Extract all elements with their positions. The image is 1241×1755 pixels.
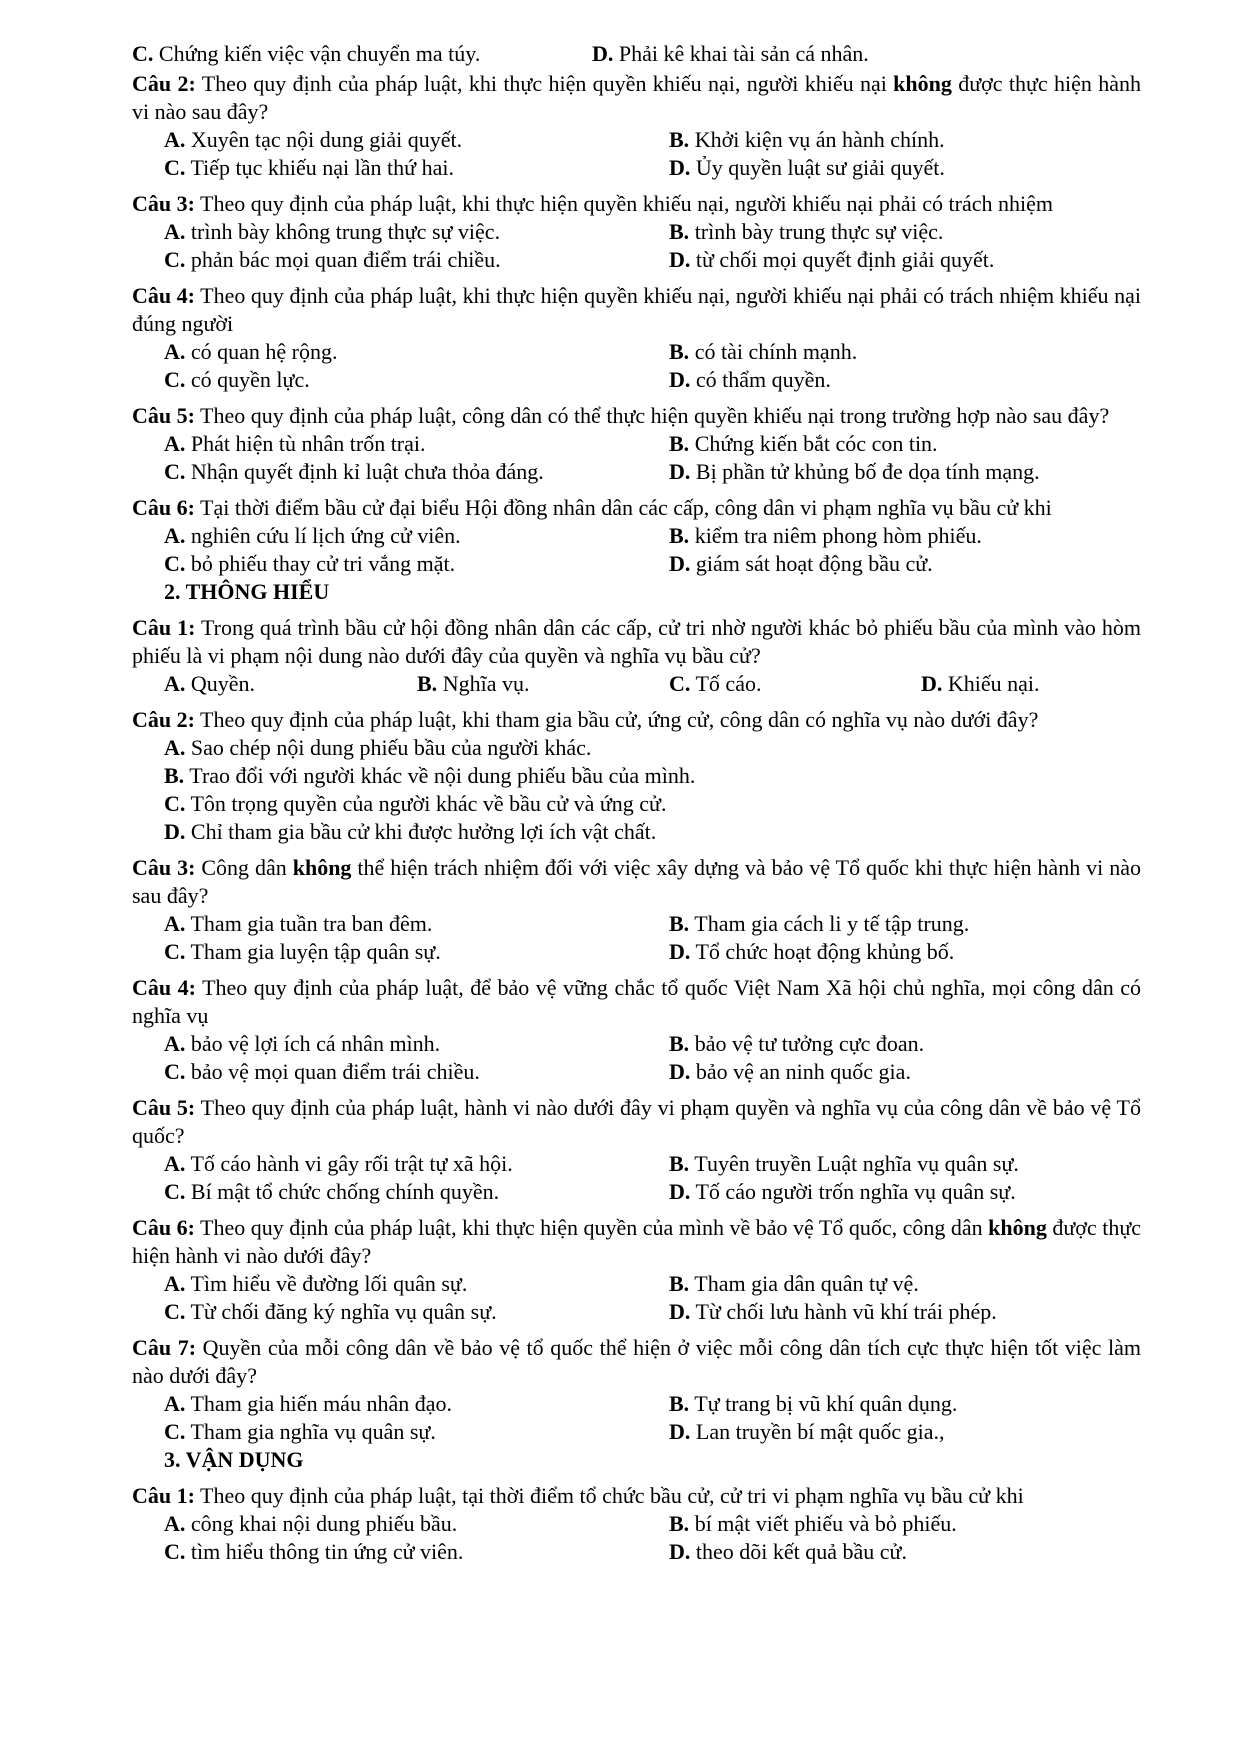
option-b: B. Tuyên truyền Luật nghĩa vụ quân sự. — [669, 1151, 1019, 1176]
options — [132, 734, 1141, 846]
option-d: D. bảo vệ an ninh quốc gia. — [669, 1059, 911, 1084]
option-b: B. bí mật viết phiếu và bỏ phiếu. — [669, 1511, 957, 1536]
option-a: A. Quyền. — [164, 671, 256, 696]
option-b: B. Chứng kiến bắt cóc con tin. — [669, 431, 938, 456]
option-d: D. theo dõi kết quả bầu cử. — [669, 1539, 907, 1564]
option-d: D. Tổ chức hoạt động khủng bố. — [669, 939, 955, 964]
section-heading: 3. VẬN DỤNG — [164, 1447, 304, 1472]
option-b: B. Khởi kiện vụ án hành chính. — [669, 127, 945, 152]
option-b: B. có tài chính mạnh. — [669, 339, 858, 364]
option-c: C. Tố cáo. — [669, 671, 762, 696]
option-d: D. Khiếu nại. — [921, 671, 1040, 696]
options — [132, 126, 1141, 182]
option-c: C. Tham gia luyện tập quân sự. — [164, 939, 441, 964]
option-c: C. Chứng kiến việc vận chuyển ma túy. — [132, 41, 481, 66]
option-d: D. Bị phần tử khủng bố đe dọa tính mạng. — [669, 459, 1040, 484]
top-options — [132, 40, 1141, 68]
option-d: D. có thẩm quyền. — [669, 367, 831, 392]
question: Câu 5: Theo quy định của pháp luật, hành vi nào dưới đây vi phạm quyền và nghĩa vụ của công dân về bảo vệ Tổ quốc? — [132, 1095, 1141, 1148]
options — [132, 1510, 1141, 1566]
option-b: B. Trao đổi với người khác về nội dung phiếu bầu của mình. — [164, 763, 696, 788]
options — [132, 1270, 1141, 1326]
option-c: C. Nhận quyết định kỉ luật chưa thỏa đáng. — [164, 459, 544, 484]
options — [132, 338, 1141, 394]
option-a: A. trình bày không trung thực sự việc. — [164, 219, 501, 244]
question: Câu 6: Theo quy định của pháp luật, khi thực hiện quyền của mình về bảo vệ Tổ quốc, công dân không được thực hiện hành vi nào dưới đây? — [132, 1215, 1142, 1268]
option-d: D. Từ chối lưu hành vũ khí trái phép. — [669, 1299, 997, 1324]
option-a: A. Sao chép nội dung phiếu bầu của người khác. — [164, 735, 592, 760]
question: Câu 2: Theo quy định của pháp luật, khi tham gia bầu cử, ứng cử, công dân có nghĩa vụ nào dưới đây? — [132, 707, 1039, 732]
option-c: C. có quyền lực. — [164, 367, 310, 392]
option-a: A. Xuyên tạc nội dung giải quyết. — [164, 127, 463, 152]
option-b: B. bảo vệ tư tưởng cực đoan. — [669, 1031, 925, 1056]
question: Câu 6: Tại thời điểm bầu cử đại biểu Hội đồng nhân dân các cấp, công dân vi phạm nghĩa vụ bầu cử khi — [132, 495, 1052, 520]
options — [132, 1390, 1141, 1446]
option-a: A. Tham gia tuần tra ban đêm. — [164, 911, 433, 936]
option-c: C. tìm hiểu thông tin ứng cử viên. — [164, 1539, 464, 1564]
option-b: B. Tham gia dân quân tự vệ. — [669, 1271, 919, 1296]
option-c: C. phản bác mọi quan điểm trái chiều. — [164, 247, 501, 272]
section-heading: 2. THÔNG HIỂU — [164, 579, 330, 604]
options — [132, 430, 1141, 486]
question: Câu 3: Theo quy định của pháp luật, khi thực hiện quyền khiếu nại, người khiếu nại phải có trách nhiệm — [132, 191, 1053, 216]
option-b: B. Tham gia cách li y tế tập trung. — [669, 911, 970, 936]
options — [132, 522, 1141, 578]
option-a: A. Tố cáo hành vi gây rối trật tự xã hội. — [164, 1151, 513, 1176]
question: Câu 1: Theo quy định của pháp luật, tại thời điểm tổ chức bầu cử, cử tri vi phạm nghĩa vụ bầu cử khi — [132, 1483, 1024, 1508]
option-b: B. Nghĩa vụ. — [417, 671, 530, 696]
option-c: C. Tham gia nghĩa vụ quân sự. — [164, 1419, 436, 1444]
question: Câu 2: Theo quy định của pháp luật, khi thực hiện quyền khiếu nại, người khiếu nại không được thực hiện hành vi nào sau đây? — [132, 71, 1142, 124]
option-b: B. Tự trang bị vũ khí quân dụng. — [669, 1391, 958, 1416]
option-d: D. Chỉ tham gia bầu cử khi được hưởng lợi ích vật chất. — [164, 819, 657, 844]
options — [132, 670, 1141, 698]
options — [132, 218, 1141, 274]
option-d: D. giám sát hoạt động bầu cử. — [669, 551, 933, 576]
option-d: D. từ chối mọi quyết định giải quyết. — [669, 247, 995, 272]
option-d: D. Phải kê khai tài sản cá nhân. — [592, 41, 869, 66]
question: Câu 5: Theo quy định của pháp luật, công dân có thể thực hiện quyền khiếu nại trong trường hợp nào sau đây? — [132, 403, 1110, 428]
question: Câu 1: Trong quá trình bầu cử hội đồng nhân dân các cấp, cử tri nhờ người khác bỏ phiếu bầu của mình vào hòm phiếu là vi phạm nội dung nào dưới đây của quyền và nghĩa vụ bầu cử? — [132, 615, 1141, 668]
option-a: A. Tìm hiểu về đường lối quân sự. — [164, 1271, 468, 1296]
question: Câu 4: Theo quy định của pháp luật, để bảo vệ vững chắc tổ quốc Việt Nam Xã hội chủ nghĩa, mọi công dân có nghĩa vụ — [132, 975, 1142, 1028]
option-d: D. Ủy quyền luật sư giải quyết. — [669, 155, 945, 180]
option-c: C. Tôn trọng quyền của người khác về bầu cử và ứng cử. — [164, 791, 667, 816]
option-c: C. Tiếp tục khiếu nại lần thứ hai. — [164, 155, 454, 180]
option-a: A. có quan hệ rộng. — [164, 339, 338, 364]
question: Câu 4: Theo quy định của pháp luật, khi thực hiện quyền khiếu nại, người khiếu nại phải có trách nhiệm khiếu nại đúng người — [132, 283, 1141, 336]
option-c: C. bỏ phiếu thay cử tri vắng mặt. — [164, 551, 456, 576]
options — [132, 910, 1141, 966]
options — [132, 1150, 1141, 1206]
options — [132, 1030, 1141, 1086]
option-c: C. bảo vệ mọi quan điểm trái chiều. — [164, 1059, 480, 1084]
question: Câu 7: Quyền của mỗi công dân về bảo vệ tổ quốc thể hiện ở việc mỗi công dân tích cực thực hiện tốt việc làm nào dưới đây? — [132, 1335, 1141, 1388]
option-d: D. Lan truyền bí mật quốc gia., — [669, 1419, 945, 1444]
option-a: A. công khai nội dung phiếu bầu. — [164, 1511, 458, 1536]
option-a: A. nghiên cứu lí lịch ứng cử viên. — [164, 523, 461, 548]
option-a: A. Tham gia hiến máu nhân đạo. — [164, 1391, 452, 1416]
option-b: B. kiểm tra niêm phong hòm phiếu. — [669, 523, 982, 548]
option-a: A. bảo vệ lợi ích cá nhân mình. — [164, 1031, 441, 1056]
question: Câu 3: Công dân không thể hiện trách nhiệm đối với việc xây dựng và bảo vệ Tổ quốc khi thực hiện hành vi nào sau đây? — [132, 855, 1141, 908]
option-b: B. trình bày trung thực sự việc. — [669, 219, 944, 244]
option-c: C. Bí mật tổ chức chống chính quyền. — [164, 1179, 500, 1204]
option-a: A. Phát hiện tù nhân trốn trại. — [164, 431, 426, 456]
option-d: D. Tố cáo người trốn nghĩa vụ quân sự. — [669, 1179, 1016, 1204]
option-c: C. Từ chối đăng ký nghĩa vụ quân sự. — [164, 1299, 497, 1324]
